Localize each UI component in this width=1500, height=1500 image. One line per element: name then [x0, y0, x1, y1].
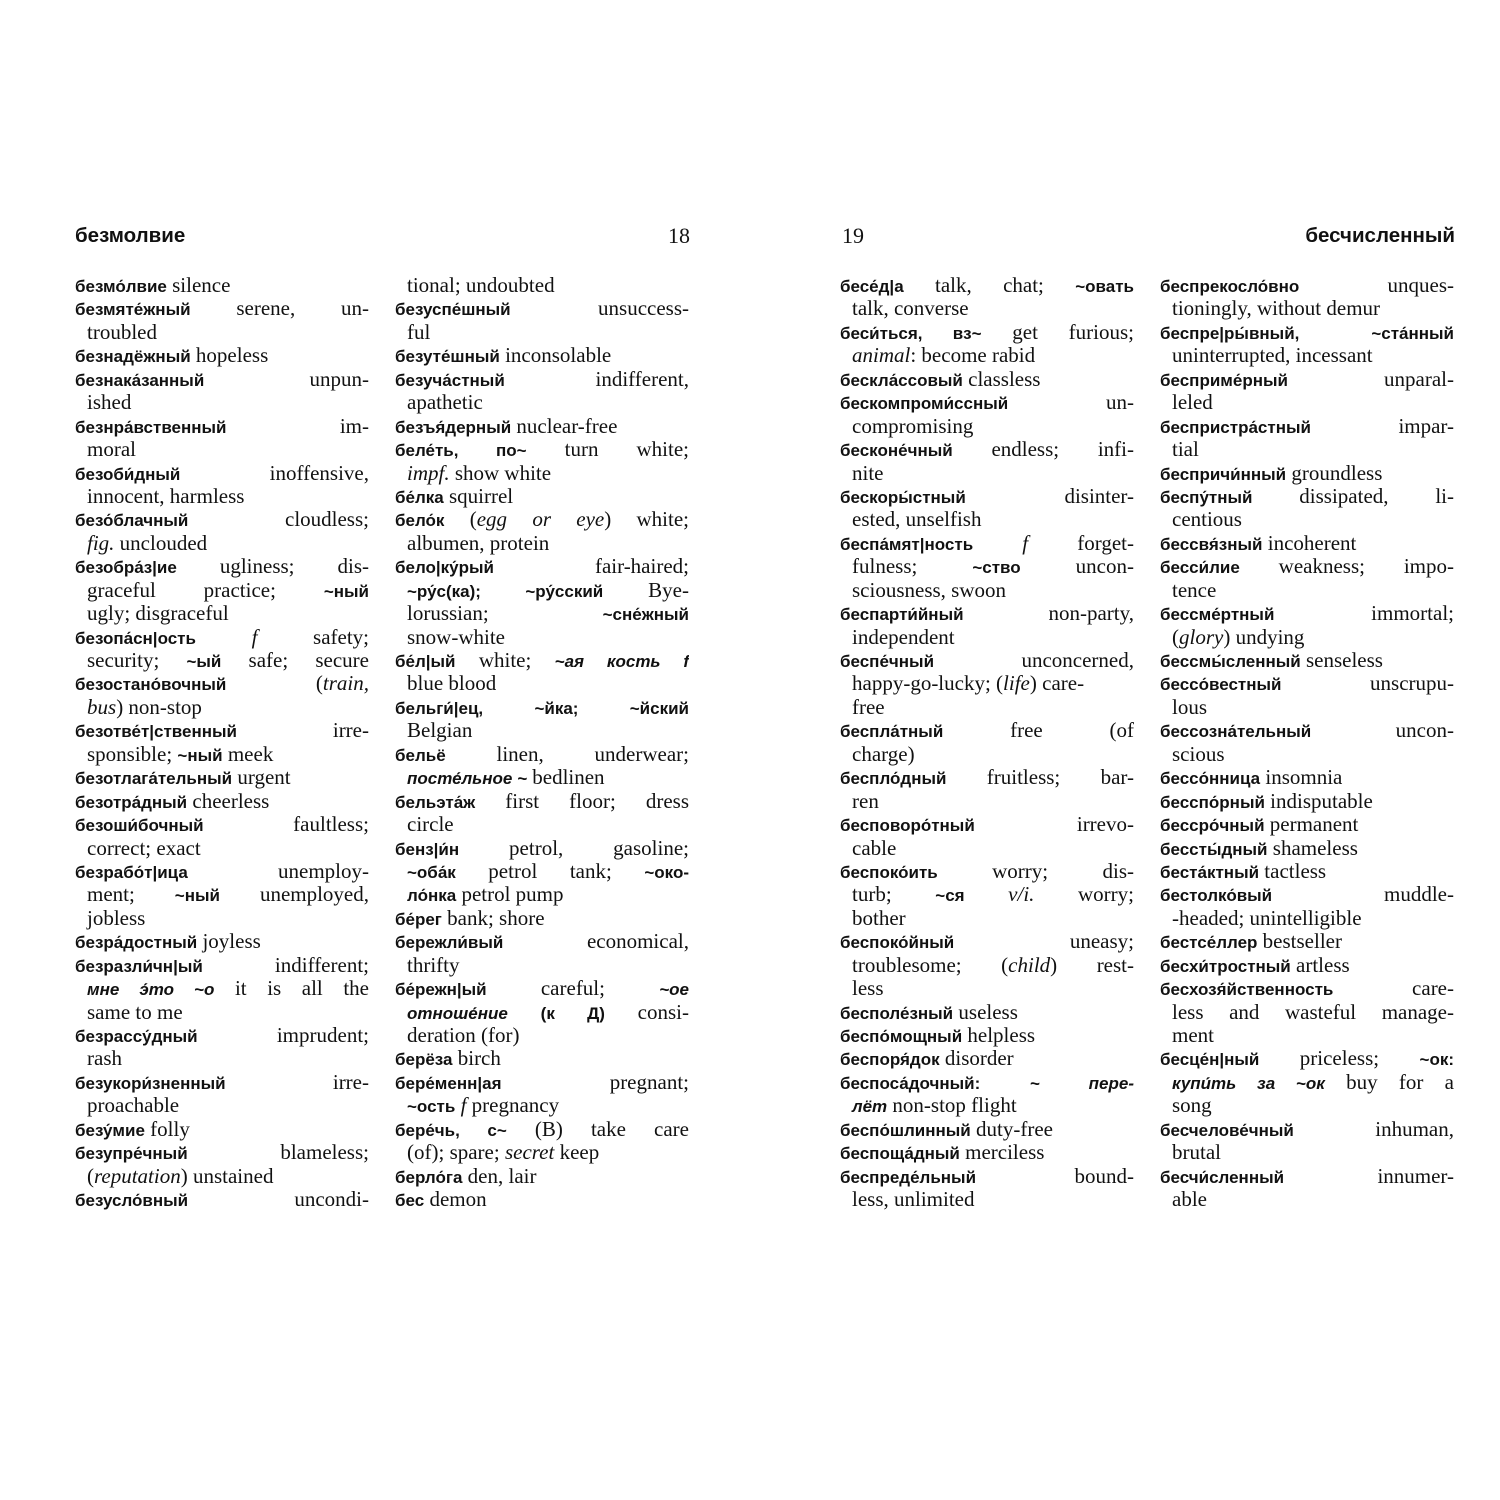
entry-line: беспарти́йный non-party, — [840, 602, 1134, 626]
entry-line: безостано́вочный (train, — [75, 672, 369, 696]
headword: бессо́нница — [1160, 769, 1261, 789]
entry-line — [395, 696, 689, 719]
entry-continuation-line: sciousness, swoon — [852, 578, 1007, 602]
headword: бескомпроми́ссный — [840, 394, 1009, 414]
headword: отноше́ние — [407, 1003, 508, 1023]
headword: бесполе́зный — [840, 1003, 954, 1023]
entry-line: бельэта́ж first floor; dress — [395, 789, 689, 813]
entry-continuation-line: deration (for) — [407, 1024, 520, 1047]
entry-continuation-line: tional; undoubted — [407, 274, 555, 297]
left-column-1 — [75, 274, 369, 1212]
headword: мне э́то ~о — [87, 980, 215, 1000]
entry-line: бессозна́тельный uncon- — [1160, 719, 1454, 743]
entry-continuation-line: ested, unselfish — [852, 508, 982, 532]
headword: бесприме́рный — [1160, 370, 1288, 390]
headword: ~ость — [407, 1097, 456, 1117]
entry-line: беспа́мят|ность f forget- — [840, 531, 1134, 555]
headword: бе́л|ый — [395, 652, 456, 671]
entry-continuation-line: fig. unclouded — [87, 531, 208, 555]
headword: бесконе́чный — [840, 441, 953, 461]
entry-continuation-line: leled — [1172, 391, 1213, 415]
entry-continuation-line: scious — [1172, 742, 1225, 766]
entry-continuation-line: troublesome; (child) rest- — [852, 953, 1134, 977]
entry-line: безу́мие folly — [75, 1117, 190, 1141]
headword: беспристра́стный — [1160, 417, 1311, 437]
italic-label: f — [1022, 531, 1029, 555]
entry-continuation-line: cable — [852, 836, 897, 860]
headword: ~овать — [1075, 277, 1134, 296]
entry-continuation-line: compromising — [852, 414, 974, 438]
headword: безразли́чн|ый — [75, 956, 203, 976]
entry-continuation-line: less, unlimited — [852, 1188, 975, 1212]
entry-line: безобра́з|ие ugliness; dis- — [75, 555, 369, 579]
right-page-number: 19 — [842, 223, 864, 248]
entry-line: безнака́занный unpun- — [75, 367, 369, 391]
entry-continuation-line: ~ость f pregnancy — [407, 1094, 560, 1118]
headword: бестсе́ллер — [1160, 933, 1258, 953]
headword: бесчи́сленный — [1160, 1167, 1285, 1187]
entry-line: берло́га den, lair — [395, 1164, 537, 1188]
entry-continuation-line: centious — [1172, 508, 1242, 532]
headword: бескоры́стный — [840, 487, 966, 507]
headword: беспоря́док — [840, 1050, 940, 1070]
headword: бельэта́ж — [395, 792, 476, 812]
headword: безоши́бочный — [75, 816, 204, 836]
entry-line: безусло́вный uncondi- — [75, 1188, 369, 1212]
entry-continuation-line: Belgian — [407, 719, 473, 743]
entry-line: безукори́зненный irre- — [75, 1070, 369, 1094]
entry-continuation-line: less and wasteful manage- — [1172, 1000, 1454, 1024]
entry-line: беспоко́ить worry; dis- — [840, 859, 1134, 883]
right-guide-word: бесчисленный — [1305, 224, 1455, 247]
entry-line: беспе́чный unconcerned, — [840, 649, 1134, 672]
entry-line: бере́менн|ая pregnant; — [395, 1070, 689, 1094]
headword: безнра́вственный — [75, 417, 227, 437]
entry-continuation-line: free — [852, 695, 885, 719]
entry-line: бесчелове́чный inhuman, — [1160, 1117, 1454, 1141]
entry-continuation-line: albumen, protein — [407, 531, 550, 555]
headword: безу́мие — [75, 1120, 145, 1140]
right-column-2 — [1160, 274, 1454, 1212]
entry-continuation-line: song — [1172, 1094, 1212, 1118]
headword: ~ый — [186, 652, 222, 671]
italic-label: f — [251, 625, 258, 649]
entry-line: безотве́т|ственный irre- — [75, 719, 369, 743]
headword: бессты́дный — [1160, 839, 1268, 859]
entry-continuation-line: nite — [852, 461, 884, 485]
headword: бестолко́вый — [1160, 886, 1273, 906]
entry-line: безоши́бочный faultless; — [75, 813, 369, 837]
headword: безуте́шный — [395, 347, 500, 367]
headword: ~ру́с(ка); ~ру́сский — [407, 581, 604, 601]
italic-label: impf. — [407, 461, 450, 485]
entry-line: бескоры́стный disinter- — [840, 484, 1134, 508]
entry-line: бесчи́сленный innumer- — [1160, 1164, 1454, 1188]
entry-line: безопа́сн|ость f safety; — [75, 625, 369, 649]
headword: безотве́т|ственный — [75, 722, 237, 742]
entry-line: бессро́чный permanent — [1160, 813, 1359, 837]
entry-continuation-line: apathetic — [407, 391, 483, 415]
headword: ~ный — [177, 745, 223, 765]
entry-continuation-line: brutal — [1172, 1141, 1221, 1165]
headword: безо́блачный — [75, 511, 189, 531]
entry-line: безъя́дерный nuclear-free — [395, 414, 618, 438]
headword: безостано́вочный — [75, 675, 227, 695]
italic-label: secret — [504, 1141, 555, 1165]
entry-continuation-line: thrifty — [407, 953, 460, 977]
headword: ~ пере- — [1029, 1073, 1134, 1093]
headword: безобра́з|ие — [75, 558, 177, 578]
entry-line: беспла́тный free (of — [840, 719, 1134, 743]
headword: безмо́лвие — [75, 277, 167, 296]
headword: беспе́чный — [840, 652, 935, 671]
headword: беспла́тный — [840, 722, 944, 742]
entry-line: беста́ктный tactless — [1160, 859, 1327, 883]
left-guide-word: безмолвие — [75, 224, 186, 247]
entry-line: бес demon — [395, 1188, 487, 1212]
entry-line: безрассу́дный imprudent; — [75, 1024, 369, 1047]
entry-line: безуте́шный inconsolable — [395, 344, 612, 368]
entry-continuation-line: ~ру́с(ка); ~ру́сский Bye- — [407, 578, 689, 602]
entry-line: бело|ку́рый fair-haired; — [395, 555, 689, 579]
italic-label: fig. — [87, 531, 115, 555]
entry-line: безнра́вственный im- — [75, 414, 369, 438]
headword: лёт — [852, 1097, 888, 1117]
left-running-head — [75, 222, 690, 252]
entry-continuation-line: мне э́то ~о it is all the — [87, 977, 369, 1001]
headword: бенз|и́н — [395, 839, 460, 859]
headword: безопа́сн|ость — [75, 628, 196, 648]
headword: беспре|ры́вный, ~ста́нный — [1160, 323, 1454, 343]
entry-continuation-line: ment — [1172, 1024, 1214, 1047]
entry-line: беспо́мощный helpless — [840, 1024, 1036, 1047]
entry-continuation-line: less — [852, 977, 884, 1001]
entry-line: беспристра́стный impar- — [1160, 414, 1454, 438]
headword: ~ный — [174, 886, 220, 906]
entry-continuation-line: security; ~ый safe; secure — [87, 649, 369, 672]
entry-continuation-line: independent — [852, 625, 955, 649]
headword: бессо́вестный — [1160, 675, 1282, 695]
entry-continuation-line: proachable — [87, 1094, 180, 1118]
entry-line: бе́лка squirrel — [395, 484, 514, 508]
entry-continuation-line: bother — [852, 906, 906, 930]
headword: бесхозя́йственность — [1160, 980, 1334, 1000]
entry-continuation-line: correct; exact — [87, 836, 201, 860]
headword: беспоко́ить — [840, 862, 938, 882]
entry-continuation-line: rash — [87, 1047, 122, 1071]
headword: бело|ку́рый — [395, 558, 494, 578]
headword: берёза — [395, 1050, 453, 1070]
entry-continuation-line: (of); spare; secret keep — [407, 1141, 600, 1165]
entry-line: бе́режн|ый careful; ~ое — [395, 977, 689, 1001]
entry-line: безрабо́т|ица unemploy- — [75, 859, 369, 883]
headword: бессмы́сленный — [1160, 652, 1301, 671]
headword: безуспе́шный — [395, 300, 511, 320]
entry-line: бессо́нница insomnia — [1160, 766, 1343, 790]
entry-line: бесхозя́йственность care- — [1160, 977, 1454, 1001]
italic-label: animal — [852, 344, 911, 368]
headword: безусло́вный — [75, 1191, 189, 1211]
headword: безъя́дерный — [395, 417, 512, 437]
headword: безотлага́тельный — [75, 769, 233, 789]
entry-continuation-line: talk, converse — [852, 297, 969, 321]
entry-line: бестолко́вый muddle- — [1160, 883, 1454, 907]
entry-continuation-line: ment; ~ный unemployed, — [87, 883, 369, 907]
entry-continuation-line: ished — [87, 391, 132, 415]
entry-continuation-line: tioningly, without demur — [1172, 297, 1381, 321]
headword: беспо́мощный — [840, 1027, 963, 1046]
entry-continuation-line: uninterrupted, incessant — [1172, 344, 1373, 368]
entry-continuation-line: charge) — [852, 742, 915, 766]
entry-continuation-line: ful — [407, 320, 431, 344]
entry-continuation-line: same to me — [87, 1000, 183, 1024]
entry-line: бессты́дный shameless — [1160, 836, 1358, 860]
headword: ~оба́к — [407, 862, 456, 882]
entry-continuation-line: jobless — [87, 906, 146, 930]
headword: бесповоро́тный — [840, 816, 975, 836]
headword: беспоща́дный — [840, 1144, 960, 1164]
entry-line — [840, 1071, 1134, 1094]
entry-line: бесе́д|а talk, chat; ~овать — [840, 274, 1134, 297]
entry-line: бенз|и́н petrol, gasoline; — [395, 836, 689, 860]
entry-continuation-line: tial — [1172, 438, 1199, 462]
headword: безнака́занный — [75, 370, 205, 390]
entry-line: бессме́ртный immortal; — [1160, 602, 1454, 626]
entry-continuation-line: happy-go-lucky; (life) care- — [852, 672, 1085, 696]
headword: бесхи́тростный — [1160, 956, 1291, 976]
entry-continuation-line: (glory) undying — [1172, 625, 1305, 649]
headword: купи́ть за ~ок — [1172, 1073, 1325, 1093]
entry-line: беспу́тный dissipated, li- — [1160, 484, 1454, 508]
headword: бессро́чный — [1160, 816, 1265, 836]
entry-continuation-line: lorussian; ~сне́жный — [407, 602, 689, 626]
headword: безоби́дный — [75, 464, 181, 484]
headword: бере́чь, с~ — [395, 1120, 507, 1140]
entry-continuation-line: lous — [1172, 695, 1208, 719]
italic-label: train, — [322, 672, 369, 696]
headword: бессвя́зный — [1160, 534, 1263, 554]
entry-line: безмяте́жный serene, un- — [75, 297, 369, 321]
headword: беспа́мят|ность — [840, 534, 974, 554]
headword: беси́ться, вз~ — [840, 323, 982, 343]
entry-continuation-line: -headed; unintelligible — [1172, 906, 1362, 930]
entry-line: беспло́дный fruitless; bar- — [840, 766, 1134, 790]
entry-continuation-line: отноше́ние (к Д) consi- — [407, 1000, 689, 1024]
headword: бес — [395, 1191, 425, 1211]
entry-line: бесповоро́тный irrevo- — [840, 813, 1134, 837]
headword: беспоса́дочный: — [840, 1073, 981, 1093]
headword: беспо́шлинный — [840, 1120, 971, 1140]
entry-line: бессвя́зный incoherent — [1160, 531, 1357, 555]
headword: ~ок: — [1419, 1050, 1454, 1070]
headword: ~ство — [972, 558, 1021, 578]
entry-continuation-line: blue blood — [407, 672, 497, 696]
entry-continuation-line: ло́нка petrol pump — [407, 883, 564, 907]
headword: бе́лка — [395, 487, 444, 507]
entry-continuation-line: ren — [852, 789, 879, 813]
headword: безра́достный — [75, 933, 198, 953]
entry-line: безотра́дный cheerless — [75, 789, 270, 813]
headword: ло́нка — [407, 886, 457, 906]
headword: беспу́тный — [1160, 487, 1253, 507]
italic-label: glory — [1179, 625, 1224, 649]
entry-line: безотлага́тельный urgent — [75, 766, 291, 790]
italic-label: reputation — [94, 1164, 181, 1188]
headword: беста́ктный — [1160, 862, 1260, 882]
entry-line: безуча́стный indifferent, — [395, 367, 689, 391]
headword: бесе́д|а — [840, 277, 904, 296]
entry-continuation-line: bus) non-stop — [87, 695, 202, 719]
entry-continuation-line: turb; ~ся v/i. worry; — [852, 883, 1134, 907]
italic-label: v/i. — [1008, 883, 1035, 907]
headword: бельё — [395, 745, 446, 765]
headword: бесспо́рный — [1160, 792, 1265, 812]
entry-continuation-line: лёт non-stop flight — [852, 1094, 1017, 1118]
entry-continuation-line: купи́ть за ~ок buy for a — [1172, 1070, 1454, 1094]
entry-line: бережли́вый economical, — [395, 930, 689, 954]
entry-line: бере́чь, с~ (В) take care — [395, 1117, 689, 1141]
entry-continuation-line: (reputation) unstained — [87, 1164, 274, 1188]
entry-line: беси́ться, вз~ get furious; — [840, 320, 1134, 344]
entry-line: беспричи́нный groundless — [1160, 461, 1383, 485]
entry-continuation-line: fulness; ~ство uncon- — [852, 555, 1134, 579]
entry-line: бесспо́рный indisputable — [1160, 789, 1373, 813]
entry-line: безупре́чный blameless; — [75, 1141, 369, 1165]
italic-label: f — [460, 1094, 467, 1118]
entry-line: безнадёжный hopeless — [75, 344, 269, 368]
entry-line: бесси́лие weakness; impo- — [1160, 555, 1454, 579]
headword: бе́режн|ый — [395, 980, 487, 1000]
entry-line: бессмы́сленный senseless — [1160, 649, 1383, 672]
entry-line: бестсе́ллер bestseller — [1160, 930, 1342, 954]
left-column-2 — [395, 274, 689, 1212]
entry-continuation-line: ugly; disgraceful — [87, 602, 229, 626]
headword: ~ое — [659, 980, 689, 1000]
headword: бережли́вый — [395, 933, 504, 953]
headword: беле́ть, по~ — [395, 441, 527, 461]
entry-line: безуспе́шный unsuccess- — [395, 297, 689, 321]
headword: ~ся — [935, 886, 965, 906]
entry-continuation-line: animal: become rabid — [852, 344, 1036, 368]
headword: бере́менн|ая — [395, 1073, 502, 1093]
headword: беспрекосло́вно — [1160, 277, 1300, 296]
headword: безупре́чный — [75, 1144, 188, 1164]
headword: бесчелове́чный — [1160, 1120, 1294, 1140]
entry-line: беле́ть, по~ turn white; — [395, 438, 689, 462]
headword: бесси́лие — [1160, 558, 1240, 578]
entry-line: беспоря́док disorder — [840, 1047, 1014, 1071]
right-column-1 — [840, 274, 1134, 1212]
entry-continuation-line: able — [1172, 1188, 1207, 1212]
headword: безуча́стный — [395, 370, 505, 390]
entry-line: бе́л|ый white; ~ая кость f — [395, 649, 689, 672]
entry-line: бесконе́чный endless; infi- — [840, 438, 1134, 462]
headword: ~ный — [323, 581, 369, 601]
entry-line: бесхи́тростный artless — [1160, 953, 1350, 977]
entry-line: беспо́шлинный duty-free — [840, 1117, 1053, 1141]
italic-label: child — [1008, 953, 1051, 977]
entry-line: беспоща́дный merciless — [840, 1141, 1045, 1165]
headword: беспричи́нный — [1160, 464, 1287, 484]
headword: безнадёжный — [75, 347, 191, 367]
headword: бескла́ссовый — [840, 370, 963, 390]
italic-label: life — [1003, 672, 1030, 696]
headword: бессозна́тельный — [1160, 722, 1312, 742]
headword: бессме́ртный — [1160, 605, 1275, 625]
headword: безукори́зненный — [75, 1073, 226, 1093]
entry-line: беспоко́йный uneasy; — [840, 930, 1134, 954]
headword: безрабо́т|ица — [75, 862, 188, 882]
headword: ~око- — [644, 862, 689, 882]
entry-continuation-line: graceful practice; ~ный — [87, 578, 369, 602]
italic-label: egg or eye — [476, 508, 605, 532]
entry-continuation-line: посте́льное ~ bedlinen — [407, 766, 605, 790]
entry-continuation-line: impf. show white — [407, 461, 552, 485]
entry-line: беспреде́льный bound- — [840, 1164, 1134, 1188]
entry-line: бесполе́зный useless — [840, 1000, 1018, 1024]
italic-label: bus — [87, 695, 117, 719]
headword: бело́к — [395, 511, 445, 531]
entry-continuation-line: sponsible; ~ный meek — [87, 742, 274, 766]
headword: беспарти́йный — [840, 605, 964, 625]
entry-line — [1160, 321, 1454, 344]
entry-continuation-line: ~оба́к petrol tank; ~око- — [407, 859, 689, 883]
entry-line: бесце́н|ный priceless; ~ок: — [1160, 1047, 1454, 1071]
headword: (к Д) — [540, 1003, 605, 1023]
left-page — [75, 222, 690, 1212]
entry-line: бескомпроми́ссный un- — [840, 391, 1134, 415]
left-page-number: 18 — [668, 223, 690, 248]
right-page — [840, 222, 1455, 1212]
entry-line: безмо́лвие silence — [75, 274, 231, 297]
headword: беспреде́льный — [840, 1167, 977, 1187]
entry-line: бе́рег bank; shore — [395, 906, 545, 930]
entry-line: берёза birch — [395, 1047, 501, 1071]
entry-line: безра́достный joyless — [75, 930, 261, 954]
entry-line: бельё linen, underwear; — [395, 742, 689, 766]
headword: посте́льное ~ — [407, 769, 527, 789]
entry-line: безо́блачный cloudless; — [75, 508, 369, 532]
headword: беспоко́йный — [840, 933, 955, 953]
entry-line: бескла́ссовый classless — [840, 367, 1041, 391]
entry-continuation-line: troubled — [87, 320, 157, 344]
entry-line: бело́к (egg or eye) white; — [395, 508, 689, 532]
entry-line: бесприме́рный unparal- — [1160, 367, 1454, 391]
headword: бесце́н|ный — [1160, 1050, 1260, 1070]
headword: ~ая кость f — [554, 652, 689, 671]
headword: безрассу́дный — [75, 1027, 198, 1046]
entry-continuation-line: innocent, harmless — [87, 484, 245, 508]
right-running-head — [840, 222, 1455, 252]
entry-line: безразли́чн|ый indifferent; — [75, 953, 369, 977]
headword: безотра́дный — [75, 792, 188, 812]
entry-line: беспрекосло́вно unques- — [1160, 274, 1454, 297]
entry-continuation-line: snow-white — [407, 625, 505, 649]
entry-continuation-line: circle — [407, 813, 454, 837]
headword: берло́га — [395, 1167, 463, 1187]
headword: беспло́дный — [840, 769, 947, 789]
headword: бельги́|ец, ~йка; ~йский — [395, 698, 689, 718]
entry-continuation-line: tence — [1172, 578, 1217, 602]
entry-line: бессо́вестный unscrupu- — [1160, 672, 1454, 696]
entry-line: безоби́дный inoffensive, — [75, 461, 369, 485]
headword: ~сне́жный — [602, 605, 689, 625]
entry-continuation-line: moral — [87, 438, 136, 462]
headword: бе́рег — [395, 909, 442, 929]
headword: безмяте́жный — [75, 300, 191, 320]
